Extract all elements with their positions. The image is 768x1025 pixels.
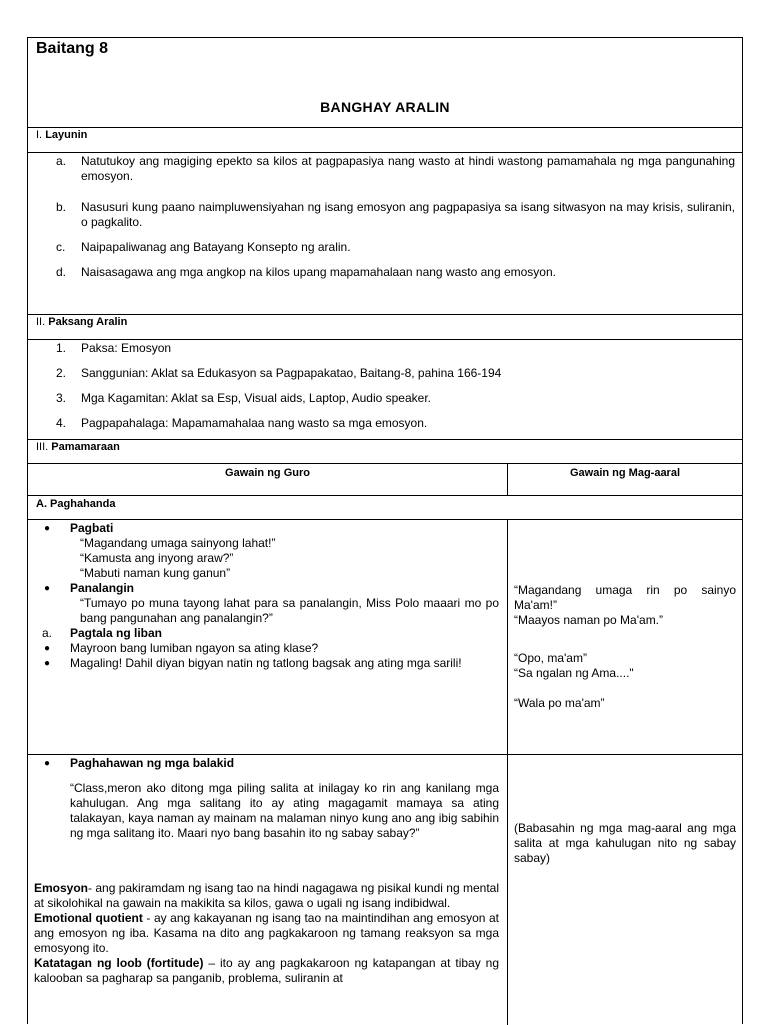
term-definition: – ito ay ang pagkakaroon ng katapangan at tibay ng kalooban sa pagharap sa panganib, problema, suliranin at: [34, 956, 499, 985]
column-divider: [507, 755, 508, 1025]
objective-item: d. Naisasagawa ang mga angkop na kilos upang mapamahalaan nang wasto ang emosyon.: [56, 265, 556, 279]
objective-item: c. Naipapaliwanag ang Batayang Konsepto ng aralin.: [56, 240, 351, 254]
terms-list: [34, 881, 499, 986]
bullet-icon: ●: [44, 583, 51, 594]
objectives-heading-row: [28, 128, 742, 153]
objective-item: b. Nasusuri kung paano naimpluwensiyahan ng isang emosyon ang pagpapasiya sa isang sitwasyon na may krisis, suliranin, o pagkalito.: [56, 200, 735, 229]
column-divider: [507, 520, 508, 754]
bullet-icon: ●: [44, 758, 51, 769]
term-name: Emosyon: [34, 881, 89, 895]
attendance-praise-item: [44, 656, 499, 671]
section-a-heading: A. Paghahanda: [36, 498, 116, 510]
bullet-icon: ●: [44, 643, 51, 654]
objectives-heading: I. Layunin: [36, 129, 88, 141]
procedure-heading: III. Pamamaraan: [36, 441, 120, 453]
term-name: Emotional quotient: [34, 911, 143, 925]
attendance-marker: a.: [42, 626, 53, 640]
prayer-label: Panalangin: [70, 581, 135, 595]
subject-item: 3. Mga Kagamitan: Aklat sa Esp, Visual aids, Laptop, Audio speaker.: [56, 391, 431, 405]
term-entry: [34, 881, 499, 911]
greeting-line: “Magandang umaga sainyong lahat!”: [80, 536, 276, 550]
lesson-plan-page: [27, 37, 743, 1024]
prayer-text: “Tumayo po muna tayong lahat para sa panalangin, Miss Polo maaari mo po bang pangunahan ang panalangin?”: [80, 596, 499, 625]
objectives-list: [56, 154, 735, 290]
procedure-block-2: [28, 755, 742, 1025]
subject-list-row: [28, 340, 742, 440]
term-name: Katatagan ng loob (fortitude): [34, 956, 204, 970]
attendance-question: Mayroon bang lumiban ngayon sa ating klase?: [70, 641, 319, 655]
bullet-icon: ●: [44, 523, 51, 534]
subject-list: [56, 341, 735, 441]
greeting-item: [44, 521, 499, 536]
subject-item: 4. Pagpapahalaga: Mapamamahalaa nang wasto sa mga emosyon.: [56, 416, 428, 430]
greeting-lines: [70, 536, 499, 581]
bullet-icon: ●: [44, 658, 51, 669]
greeting-line: “Mabuti naman kung ganun”: [80, 566, 231, 580]
vocabulary-label: Paghahawan ng mga balakid: [70, 756, 235, 770]
document-title: BANGHAY ARALIN: [320, 99, 450, 115]
student-day-reply: “Maayos naman po Ma'am.”: [514, 613, 664, 627]
student-column-header: Gawain ng Mag-aaral: [569, 467, 681, 479]
attendance-question-item: [44, 641, 499, 656]
teacher-block-1: [42, 521, 499, 671]
procedure-heading-row: [28, 440, 742, 464]
section-a-row: [28, 496, 742, 520]
student-absent-reply: “Wala po ma'am”: [514, 696, 605, 710]
greeting-label: Pagbati: [70, 521, 114, 535]
greeting-line: “Kamusta ang inyong araw?”: [80, 551, 234, 565]
term-entry: [34, 956, 499, 986]
subject-heading: II. Paksang Aralin: [36, 316, 128, 328]
objectives-list-row: [28, 153, 742, 315]
grade-level: Baitang 8: [36, 40, 109, 57]
header-section: [28, 38, 742, 128]
student-prayer-reply: “Opo, ma'am”: [514, 651, 587, 665]
procedure-block-1: [28, 520, 742, 755]
procedure-column-headers: [28, 464, 742, 496]
subject-item: 2. Sanggunian: Aklat sa Edukasyon sa Pagpapakatao, Baitang-8, pahina 166-194: [56, 366, 502, 380]
teacher-column-header: Gawain ng Guro: [225, 467, 310, 479]
attendance-label: Pagtala ng liban: [70, 626, 163, 640]
term-definition: - ay ang kakayanan ng isang tao na maintindihan ang emosyon at ang emosyon ng iba. Kasama na dito ang pagkakaroon ng tamang reaksyon sa mga emosyong ito.: [34, 911, 500, 955]
teacher-block-2: [44, 756, 499, 841]
attendance-item: [42, 626, 499, 641]
student-greeting-reply: “Magandang umaga rin po sainyo Ma'am!”: [514, 583, 736, 612]
attendance-praise: Magaling! Dahil diyan bigyan natin ng tatlong bagsak ang ating mga sarili!: [70, 656, 462, 670]
student-block-2: (Babasahin ng mga mag-aaral ang mga salita at mga kahulugan nito ng sabay sabay): [514, 821, 736, 865]
student-prayer-reply: “Sa ngalan ng Ama....": [514, 666, 634, 680]
term-definition: - ang pakiramdam ng isang tao na hindi nagagawa ng pisikal kundi ng mental at sikolohikal na gawain na makikita sa kilos, gawa o ugali ng isang indibidwal.: [34, 881, 499, 910]
vocabulary-item: [44, 756, 499, 771]
student-block-1: [514, 583, 736, 711]
subject-heading-row: [28, 315, 742, 340]
term-entry: [34, 911, 499, 956]
subject-item: 1. Paksa: Emosyon: [56, 341, 172, 355]
objective-item: a. Natutukoy ang magiging epekto sa kilos at pagpapasiya nang wasto at hindi wastong pamamahala ng mga pangunahing emosyon.: [56, 154, 735, 183]
prayer-item: [44, 581, 499, 596]
vocabulary-intro: “Class,meron ako ditong mga piling salita at inilagay ko rin ang kanilang mga kahulugan. Ang mga salitang ito ay ating magagamit mamaya sa ating talakayan, kaya naman ay mainam na malaman ninyo kung ano ang ibig sabihin ng mga salitang ito. Maari nyo bang basahin ito ng sabay sabay?”: [70, 781, 499, 840]
